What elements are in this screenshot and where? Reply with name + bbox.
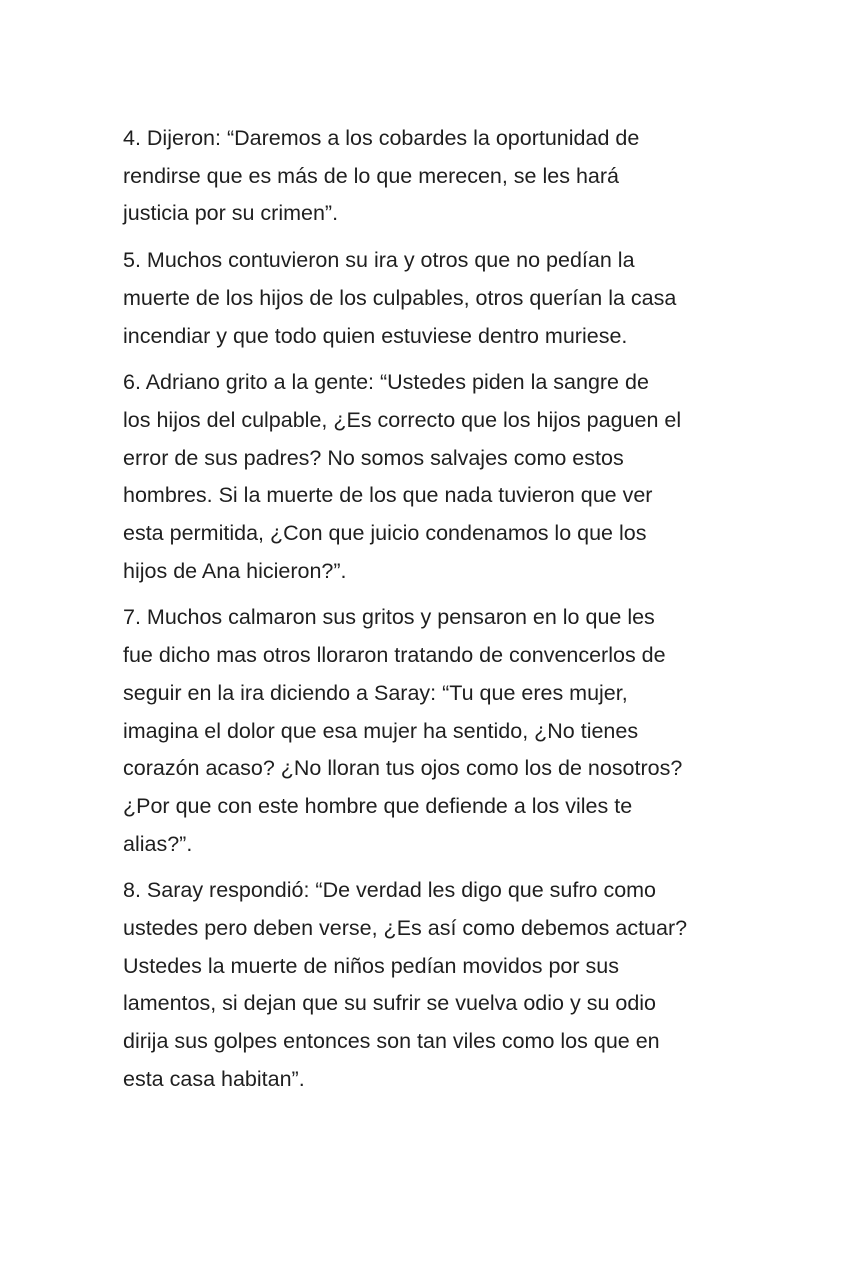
text-line: incendiar y que todo quien estuviese dentro muriese. [123, 323, 628, 348]
text-line: seguir en la ira diciendo a Saray: “Tu que eres mujer, [123, 680, 628, 705]
text-line: alias?”. [123, 831, 193, 856]
text-line: lamentos, si dejan que su sufrir se vuelva odio y su odio [123, 991, 657, 1016]
text-line: hijos de Ana hicieron?”. [123, 558, 347, 583]
text-line: hombres. Si la muerte de los que nada tuvieron que ver [123, 483, 653, 508]
text-line: ¿Por que con este hombre que defiende a los viles te [123, 793, 633, 818]
text-line: esta casa habitan”. [123, 1066, 305, 1091]
verse-5 [123, 242, 743, 355]
text-line: los hijos del culpable, ¿Es correcto que los hijos paguen el [123, 407, 682, 432]
verse-6 [123, 364, 743, 590]
text-line: error de sus padres? No somos salvajes como estos [123, 445, 624, 470]
text-line: imagina el dolor que esa mujer ha sentido, ¿No tienes [123, 718, 639, 743]
text-line: Ustedes la muerte de niños pedían movidos por sus [123, 953, 619, 978]
text-line: corazón acaso? ¿No lloran tus ojos como los de nosotros? [123, 756, 683, 781]
text-line: 7. Muchos calmaron sus gritos y pensaron en lo que les [123, 605, 655, 630]
text-line: muerte de los hijos de los culpables, otros querían la casa [123, 285, 677, 310]
body-text [123, 120, 743, 1108]
text-line: ustedes pero deben verse, ¿Es así como debemos actuar? [123, 916, 688, 941]
text-line: 6. Adriano grito a la gente: “Ustedes piden la sangre de [123, 370, 649, 395]
verse-8 [123, 872, 743, 1098]
text-line: justicia por su crimen”. [123, 201, 339, 226]
text-line: esta permitida, ¿Con que juicio condenamos lo que los [123, 521, 647, 546]
text-line: 5. Muchos contuvieron su ira y otros que no pedían la [123, 248, 635, 273]
verse-7 [123, 599, 743, 863]
text-line: dirija sus golpes entonces son tan viles como los que en [123, 1029, 660, 1054]
verse-4 [123, 120, 743, 233]
text-line: rendirse que es más de lo que merecen, se les hará [123, 163, 619, 188]
text-line: fue dicho mas otros lloraron tratando de convencerlos de [123, 643, 666, 668]
text-line: 8. Saray respondió: “De verdad les digo que sufro como [123, 878, 657, 903]
text-line: 4. Dijeron: “Daremos a los cobardes la oportunidad de [123, 126, 640, 150]
